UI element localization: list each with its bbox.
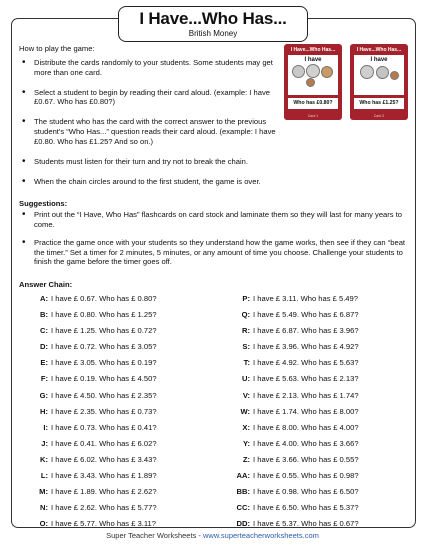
answer-letter: R: bbox=[241, 326, 250, 336]
answer-letter: U: bbox=[241, 374, 250, 384]
card-footer: Card 1 bbox=[307, 114, 319, 118]
coins-image bbox=[288, 63, 338, 89]
answer-text: I have £ 6.87. Who has £ 3.96? bbox=[253, 326, 359, 336]
answer-letter: O: bbox=[39, 519, 48, 529]
answer-row bbox=[222, 452, 359, 468]
answer-letter: Z: bbox=[242, 454, 250, 464]
coin-icon bbox=[321, 66, 333, 78]
answer-letter: B: bbox=[39, 310, 48, 320]
answer-row bbox=[34, 388, 157, 404]
answer-letter: Y: bbox=[242, 438, 250, 448]
answer-row bbox=[34, 516, 157, 532]
title-box bbox=[118, 6, 308, 42]
page-footer bbox=[0, 531, 425, 540]
page-subtitle: British Money bbox=[188, 29, 238, 38]
answer-text: I have £ 0.72. Who has £ 3.05? bbox=[51, 342, 157, 352]
suggestions-list bbox=[34, 210, 409, 276]
card-header: I Have...Who Has... bbox=[356, 47, 402, 53]
answer-row bbox=[222, 516, 359, 532]
card-who-has: Who has £0.80? bbox=[288, 98, 338, 109]
answer-letter: A: bbox=[39, 294, 48, 303]
how-to-play-steps bbox=[34, 58, 279, 197]
coin-icon bbox=[360, 65, 374, 79]
card-i-have-label: I have bbox=[370, 57, 388, 63]
answer-letter: N: bbox=[39, 503, 48, 513]
step-item: • When the chain circles around to the first student, the game is over. bbox=[34, 177, 374, 187]
answer-row bbox=[34, 355, 157, 371]
answer-text: I have £ 0.98. Who has £ 6.50? bbox=[253, 487, 359, 497]
answer-row bbox=[34, 339, 157, 355]
coin-icon bbox=[390, 71, 399, 80]
answer-text: I have £ 5.63. Who has £ 2.13? bbox=[253, 374, 359, 384]
answer-letter: Q: bbox=[241, 310, 250, 320]
answer-letter: M: bbox=[39, 487, 48, 497]
step-item: • Select a student to begin by reading their card aloud. (example: I have £0.67. Who has £0.80?) bbox=[34, 88, 279, 107]
coins-image bbox=[354, 63, 404, 89]
card-footer: Card 2 bbox=[373, 114, 385, 118]
answer-row bbox=[34, 436, 157, 452]
answer-letter: E: bbox=[40, 358, 48, 368]
coin-icon bbox=[306, 64, 320, 78]
answer-row bbox=[222, 339, 359, 355]
answer-row bbox=[222, 355, 359, 371]
suggestion-item: • Practice the game once with your students so they understand how the game works, then see if they can “beat the timer.” Set a timer for 2 minutes, 5 minutes, or any amount of time you choose. Challenge your students to finish the game before the timer goes off. bbox=[34, 238, 409, 267]
answer-letter: X: bbox=[242, 422, 250, 432]
answer-chain-right-column bbox=[222, 291, 359, 532]
answer-letter: C: bbox=[39, 326, 48, 336]
card-i-have-box bbox=[354, 55, 404, 95]
answer-row bbox=[222, 404, 359, 420]
answer-row bbox=[222, 500, 359, 516]
answer-text: I have £ 0.19. Who has £ 4.50? bbox=[51, 374, 157, 384]
answer-text: I have £ 6.50. Who has £ 5.37? bbox=[253, 503, 359, 513]
answer-letter: DD: bbox=[236, 519, 250, 529]
answer-row bbox=[34, 468, 157, 484]
answer-text: I have £ 1.89. Who has £ 2.62? bbox=[51, 487, 157, 497]
answer-chain-left-column bbox=[34, 291, 157, 532]
step-item: • The student who has the card with the correct answer to the previous student's “Who Has...” question reads their card aloud. (example: I have £0.80. Who has £1.25? And so on.) bbox=[34, 117, 279, 146]
answer-text: I have £ 3.96. Who has £ 4.92? bbox=[253, 342, 359, 352]
answer-text: I have £ 4.50. Who has £ 2.35? bbox=[51, 390, 157, 400]
answer-letter: H: bbox=[39, 406, 48, 416]
answer-row bbox=[222, 436, 359, 452]
answer-letter: W: bbox=[240, 406, 250, 416]
suggestion-item: • Print out the “I Have, Who Has” flashcards on card stock and laminate them so they will last for many years to come. bbox=[34, 210, 409, 229]
page-title: I Have...Who Has... bbox=[139, 9, 287, 28]
footer-text: Super Teacher Worksheets - bbox=[106, 531, 203, 540]
sample-card bbox=[350, 44, 408, 120]
answer-letter: D: bbox=[39, 342, 48, 352]
answer-letter: S: bbox=[242, 342, 250, 352]
coin-icon bbox=[376, 66, 389, 79]
answer-text: I have £ 0.67. Who has £ 0.80? bbox=[51, 294, 157, 303]
answer-row bbox=[34, 291, 157, 307]
answer-letter: P: bbox=[242, 294, 250, 303]
answer-row bbox=[34, 500, 157, 516]
answer-letter: V: bbox=[242, 390, 250, 400]
answer-row bbox=[222, 484, 359, 500]
answer-text: I have £ 8.00. Who has £ 4.00? bbox=[253, 422, 359, 432]
answer-text: I have £ 1.25. Who has £ 0.72? bbox=[51, 326, 157, 336]
answer-text: I have £ 5.77. Who has £ 3.11? bbox=[51, 519, 156, 529]
step-item: • Students must listen for their turn and try not to break the chain. bbox=[34, 157, 374, 167]
sample-cards bbox=[284, 44, 410, 120]
answer-chain-heading: Answer Chain: bbox=[19, 280, 73, 289]
answer-row bbox=[222, 307, 359, 323]
answer-letter: T: bbox=[243, 358, 250, 368]
answer-row bbox=[222, 468, 359, 484]
answer-text: I have £ 4.92. Who has £ 5.63? bbox=[253, 358, 359, 368]
answer-row bbox=[222, 291, 359, 307]
answer-text: I have £ 3.11. Who has £ 5.49? bbox=[253, 294, 358, 303]
sample-card bbox=[284, 44, 342, 120]
answer-text: I have £ 0.41. Who has £ 6.02? bbox=[51, 438, 157, 448]
answer-row bbox=[34, 484, 157, 500]
answer-row bbox=[34, 452, 157, 468]
answer-row bbox=[222, 420, 359, 436]
answer-text: I have £ 3.05. Who has £ 0.19? bbox=[51, 358, 157, 368]
answer-letter: I: bbox=[43, 422, 48, 432]
answer-text: I have £ 0.55. Who has £ 0.98? bbox=[253, 471, 359, 481]
coin-icon bbox=[292, 65, 305, 78]
answer-text: I have £ 3.66. Who has £ 0.55? bbox=[253, 454, 359, 464]
card-header: I Have...Who Has... bbox=[290, 47, 336, 53]
answer-text: I have £ 2.35. Who has £ 0.73? bbox=[51, 406, 157, 416]
answer-letter: L: bbox=[40, 471, 48, 481]
answer-text: I have £ 2.13. Who has £ 1.74? bbox=[253, 390, 359, 400]
answer-text: I have £ 0.73. Who has £ 0.41? bbox=[51, 422, 157, 432]
answer-text: I have £ 2.62. Who has £ 5.77? bbox=[51, 503, 157, 513]
card-who-has: Who has £1.25? bbox=[354, 98, 404, 109]
answer-row bbox=[222, 388, 359, 404]
answer-row bbox=[34, 323, 157, 339]
answer-letter: F: bbox=[40, 374, 48, 384]
answer-text: I have £ 4.00. Who has £ 3.66? bbox=[253, 438, 359, 448]
answer-letter: BB: bbox=[236, 487, 250, 497]
suggestions-heading: Suggestions: bbox=[19, 199, 68, 208]
how-to-play-heading: How to play the game: bbox=[19, 44, 95, 53]
answer-text: I have £ 1.74. Who has £ 8.00? bbox=[253, 406, 359, 416]
answer-row bbox=[222, 371, 359, 387]
answer-row bbox=[34, 420, 157, 436]
answer-letter: G: bbox=[39, 390, 48, 400]
answer-letter: J: bbox=[41, 438, 48, 448]
answer-text: I have £ 5.49. Who has £ 6.87? bbox=[253, 310, 359, 320]
coin-icon bbox=[306, 78, 315, 87]
step-item: • Distribute the cards randomly to your students. Some students may get more than one card. bbox=[34, 58, 279, 77]
card-i-have-box bbox=[288, 55, 338, 95]
answer-row bbox=[34, 404, 157, 420]
answer-letter: AA: bbox=[236, 471, 250, 481]
answer-row bbox=[222, 323, 359, 339]
answer-letter: K: bbox=[39, 454, 48, 464]
answer-row bbox=[34, 307, 157, 323]
answer-letter: CC: bbox=[236, 503, 250, 513]
footer-link[interactable]: www.superteacherworksheets.com bbox=[202, 531, 319, 540]
answer-text: I have £ 0.80. Who has £ 1.25? bbox=[51, 310, 157, 320]
answer-text: I have £ 5.37. Who has £ 0.67? bbox=[253, 519, 359, 529]
answer-row bbox=[34, 371, 157, 387]
card-i-have-label: I have bbox=[304, 57, 322, 63]
answer-text: I have £ 6.02. Who has £ 3.43? bbox=[51, 454, 157, 464]
answer-text: I have £ 3.43. Who has £ 1.89? bbox=[51, 471, 157, 481]
